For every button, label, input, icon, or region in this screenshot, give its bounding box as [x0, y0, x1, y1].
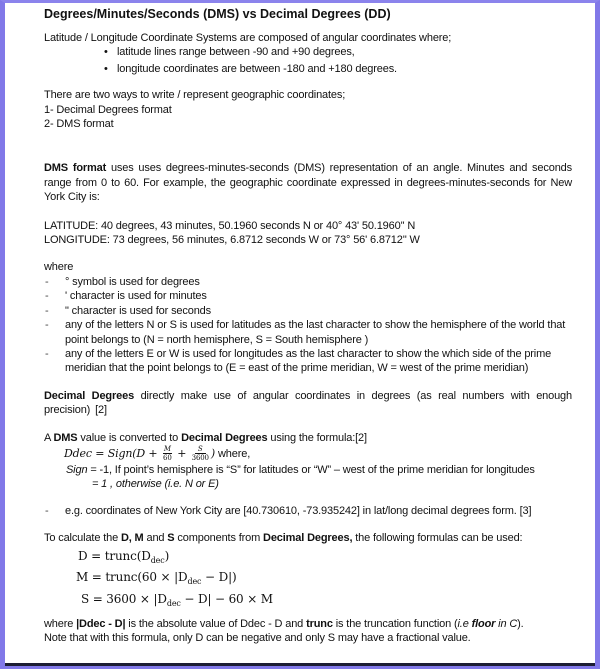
bullet-icon: • [104, 46, 108, 59]
note-line-1: where |Ddec - D| is the absolute value of Ddec - D and trunc is the truncation function (i.e floor in C). [44, 618, 524, 631]
page-bottom-edge [5, 663, 595, 666]
sign-definition: Sign = -1, If point’s hemisphere is “S” for latitudes or “W” – west of the prime meridian for longitudes [66, 463, 535, 476]
dms-paragraph: DMS format uses uses degrees-minutes-seconds (DMS) representation of an angle. Minutes and seconds range from 0 to 60. For example, the geographic coordinate expressed in degrees-minutes-seconds for New York City is: [44, 162, 572, 204]
latitude-example: LATITUDE: 40 degrees, 43 minutes, 50.1960 seconds N or 40° 43' 50.1960'' N [44, 219, 416, 232]
list-item: - e.g. coordinates of New York City are [40.730610, -73.935242] in lat/long decimal degrees form. [3] [45, 504, 532, 517]
way-decimal-degrees: 1- Decimal Degrees format [44, 103, 172, 116]
way-dms: 2- DMS format [44, 118, 114, 131]
bullet-icon: • [104, 62, 108, 75]
dms-formulas [44, 548, 572, 613]
ways-intro: There are two ways to write / represent geographic coordinates; [44, 89, 346, 102]
page-title: Degrees/Minutes/Seconds (DMS) vs Decimal Degrees (DD) [44, 7, 391, 21]
fraction-s-3600: $\frac{S}{3600}$ [191, 445, 209, 463]
where-list [44, 275, 572, 376]
example-list [44, 504, 572, 518]
conversion-intro: A DMS value is converted to Decimal Degrees using the formula:[2] [44, 431, 367, 444]
intro-text: Latitude / Longitude Coordinate Systems are composed of angular coordinates where; [44, 32, 452, 44]
list-item: • longitude coordinates are between -180 and +180 degrees. [104, 62, 397, 75]
sign-otherwise: = 1 , otherwise (i.e. N or E) [92, 478, 219, 491]
document-body [44, 4, 572, 646]
formula-m: M = trunc(60 × $|D_{dec} - D|$) [76, 570, 237, 587]
list-item: - ' character is used for minutes [45, 290, 207, 303]
note-line-2: Note that with this formula, only D can be negative and only S may have a fractional value. [44, 632, 471, 645]
list-item: - " character is used for seconds [45, 304, 211, 317]
calc-intro: To calculate the D, M and S components from Decimal Degrees, the following formulas can be used: [44, 532, 523, 545]
where-label: where [44, 261, 74, 274]
list-item: - any of the letters E or W is used for longitudes as the last character to show the which side of the prime meridian that the point belongs to (E = east of the prime meridian, W = west of the prime meridian) [45, 347, 552, 375]
fraction-m-60: $\frac{M}{60}$ [163, 445, 172, 463]
ddec-formula: Ddec = Sign(D + $\frac{M}{60}$ + $\frac{S}{3600}$ ) where, [64, 445, 251, 463]
list-item: - any of the letters N or S is used for latitudes as the last character to show the hemisphere of the world that point belongs to (N = north hemisphere, S = South hemisphere ) [45, 319, 566, 346]
longitude-example: LONGITUDE: 73 degrees, 56 minutes, 6.8712 seconds W or 73° 56' 6.8712'' W [44, 234, 420, 247]
intro-bullet-list [44, 45, 572, 76]
decimal-degrees-paragraph: Decimal Degrees directly make use of angular coordinates in degrees (as real numbers with enough precision) [2] [44, 389, 572, 417]
formula-d: $D = trunc(D_{dec})$ [78, 548, 170, 565]
formula-s: $S = 3600 \times |D_{dec} - D| - 60 \times M$ [81, 591, 273, 608]
list-item: • latitude lines range between -90 and +90 degrees, [104, 46, 355, 59]
list-item: - ° symbol is used for degrees [45, 275, 200, 288]
